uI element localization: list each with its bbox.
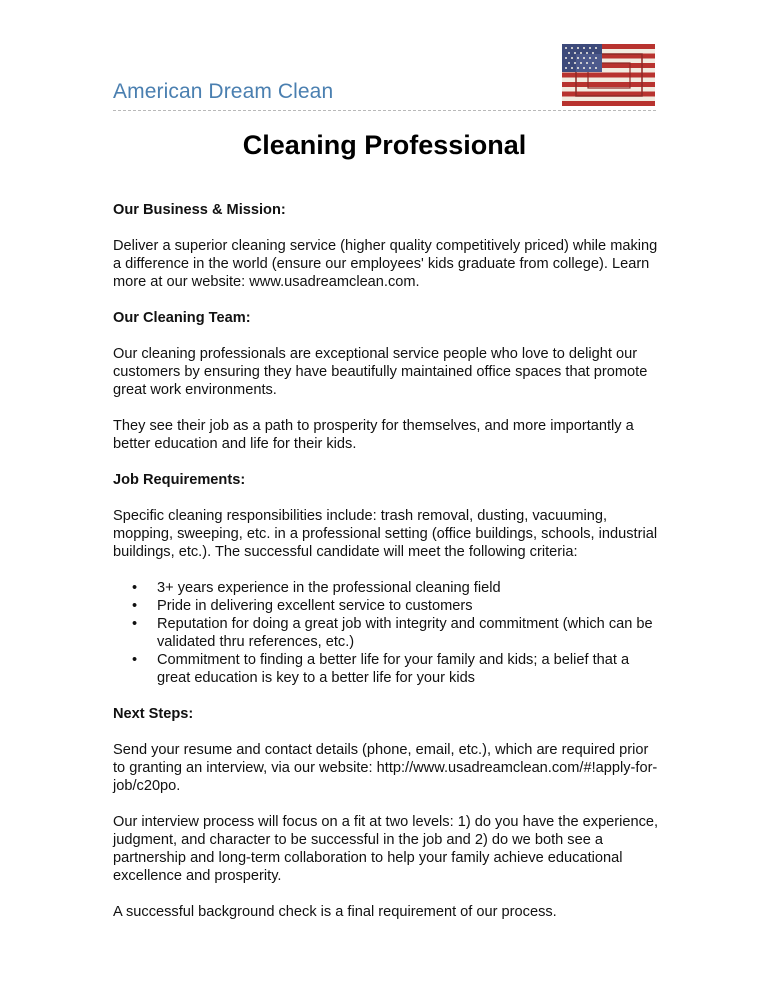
requirements-heading: Job Requirements: (113, 472, 246, 488)
team-heading: Our Cleaning Team: (113, 310, 251, 326)
bullet-icon: • (132, 598, 138, 614)
list-item (132, 615, 663, 651)
bullet-icon: • (132, 616, 138, 632)
american-flag-icon (562, 44, 655, 106)
next-steps-paragraph: Our interview process will focus on a fit at two levels: 1) do you have the experience, judgment, and character to be successful in the job and 2) do we both see a partnership and long-term collaboration to help your family achieve educational excellence and prosperity. (113, 814, 659, 884)
next-steps-paragraph: A successful background check is a final requirement of our process. (113, 904, 557, 920)
list-item (132, 651, 663, 687)
mission-paragraph: Deliver a superior cleaning service (higher quality competitively priced) while making a difference in the world (ensure our employees' kids graduate from college). Learn more at our website: www.usadreamclean.com. (113, 238, 658, 290)
team-paragraph: Our cleaning professionals are exceptional service people who love to delight our customers by ensuring they have beautifully maintained office spaces that promote great work environments. (113, 346, 648, 398)
document-body (113, 201, 663, 939)
next-steps-paragraph: Send your resume and contact details (phone, email, etc.), which are required prior to granting an interview, via our website: http://www.usadreamclean.com/#!apply-for-job/c20po. (113, 742, 658, 794)
page-title: Cleaning Professional (242, 130, 527, 160)
mission-heading: Our Business & Mission: (113, 202, 286, 218)
list-item-text: Pride in delivering excellent service to customers (157, 598, 473, 614)
requirements-intro: Specific cleaning responsibilities include: trash removal, dusting, vacuuming, mopping, sweeping, etc. in a professional setting (office buildings, schools, industrial buildings, etc.). The successful candidate will meet the following criteria: (113, 508, 658, 560)
bullet-icon: • (132, 652, 138, 668)
company-name: American Dream Clean (113, 80, 334, 103)
list-item-text: Commitment to finding a better life for your family and kids; a belief that a great education is key to a better life for your kids (157, 652, 630, 686)
list-item (132, 579, 663, 597)
list-item-text: 3+ years experience in the professional cleaning field (157, 580, 501, 596)
team-paragraph: They see their job as a path to prosperity for themselves, and more importantly a better education and life for their kids. (113, 418, 634, 452)
header-divider (113, 110, 656, 111)
list-item-text: Reputation for doing a great job with integrity and commitment (which can be validated thru references, etc.) (157, 616, 653, 650)
next-steps-heading: Next Steps: (113, 706, 194, 722)
requirements-list (113, 579, 663, 687)
bullet-icon: • (132, 580, 138, 596)
list-item (132, 597, 663, 615)
